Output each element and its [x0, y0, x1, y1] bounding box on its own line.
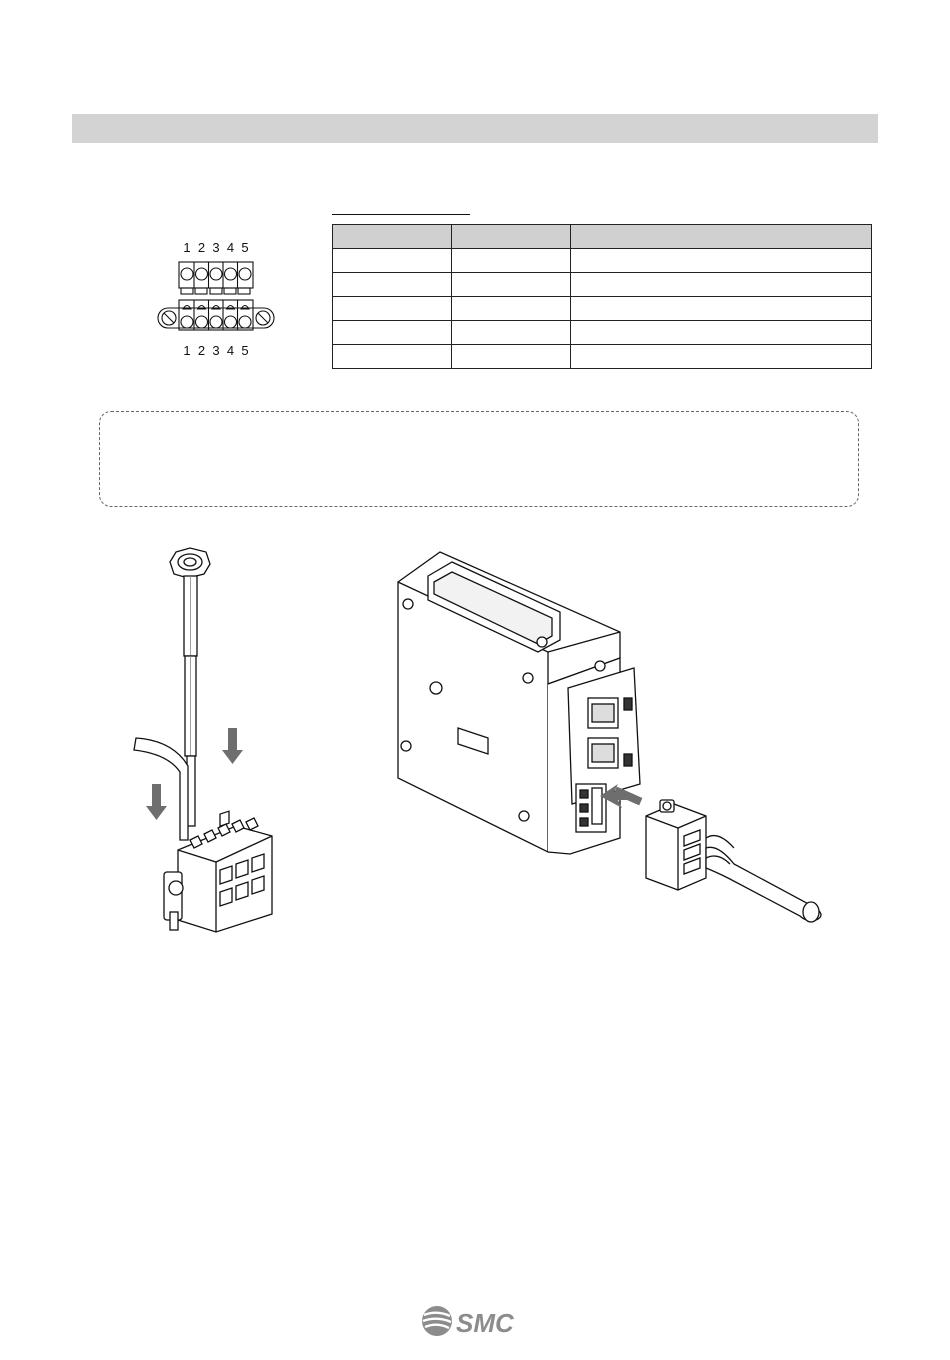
table-row: [333, 249, 872, 273]
table-cell: [333, 321, 452, 345]
table-header-row: [333, 225, 872, 249]
bottom-pin-label-1: 1: [183, 343, 191, 358]
table-caption: [332, 200, 470, 215]
table-cell: [452, 273, 571, 297]
top-pin-label-2: 2: [197, 240, 206, 255]
section-header-bar: [72, 114, 878, 143]
smc-logo-icon: [420, 1304, 532, 1340]
connector-pin-diagram: [150, 232, 280, 363]
table-row: [333, 297, 872, 321]
table-row: [333, 273, 872, 297]
table-cell: [571, 297, 872, 321]
table-cell: [571, 321, 872, 345]
table-header-cell: [571, 225, 872, 249]
table-row: [333, 321, 872, 345]
table-cell: [571, 273, 872, 297]
logo-text: SMC: [456, 1308, 514, 1338]
table-header-cell: [333, 225, 452, 249]
smc-logo: [420, 1304, 532, 1345]
table-cell: [452, 249, 571, 273]
bottom-pin-label-2: 2: [197, 343, 206, 358]
device-illustration: [388, 548, 828, 933]
table-cell: [452, 321, 571, 345]
bottom-pin-label-4: 4: [226, 343, 235, 358]
wiring-illustration-svg: [128, 540, 288, 935]
top-pin-label-5: 5: [241, 240, 249, 255]
table-cell: [333, 297, 452, 321]
table-header-cell: [452, 225, 571, 249]
bottom-pin-label-5: 5: [241, 343, 249, 358]
table-cell: [333, 273, 452, 297]
note-box: [99, 411, 859, 507]
top-pin-label-4: 4: [226, 240, 235, 255]
table-cell: [571, 249, 872, 273]
table-cell: [452, 345, 571, 369]
top-pin-label-1: 1: [183, 240, 191, 255]
table-cell: [452, 297, 571, 321]
bottom-pin-label-3: 3: [212, 343, 220, 358]
device-illustration-svg: [388, 548, 828, 928]
table-row: [333, 345, 872, 369]
connector-pin-svg: [150, 232, 280, 358]
top-pin-label-3: 3: [212, 240, 220, 255]
table-cell: [571, 345, 872, 369]
table-cell: [333, 345, 452, 369]
wiring-illustration: [128, 540, 288, 940]
pin-assignment-table: [332, 224, 872, 369]
table-cell: [333, 249, 452, 273]
